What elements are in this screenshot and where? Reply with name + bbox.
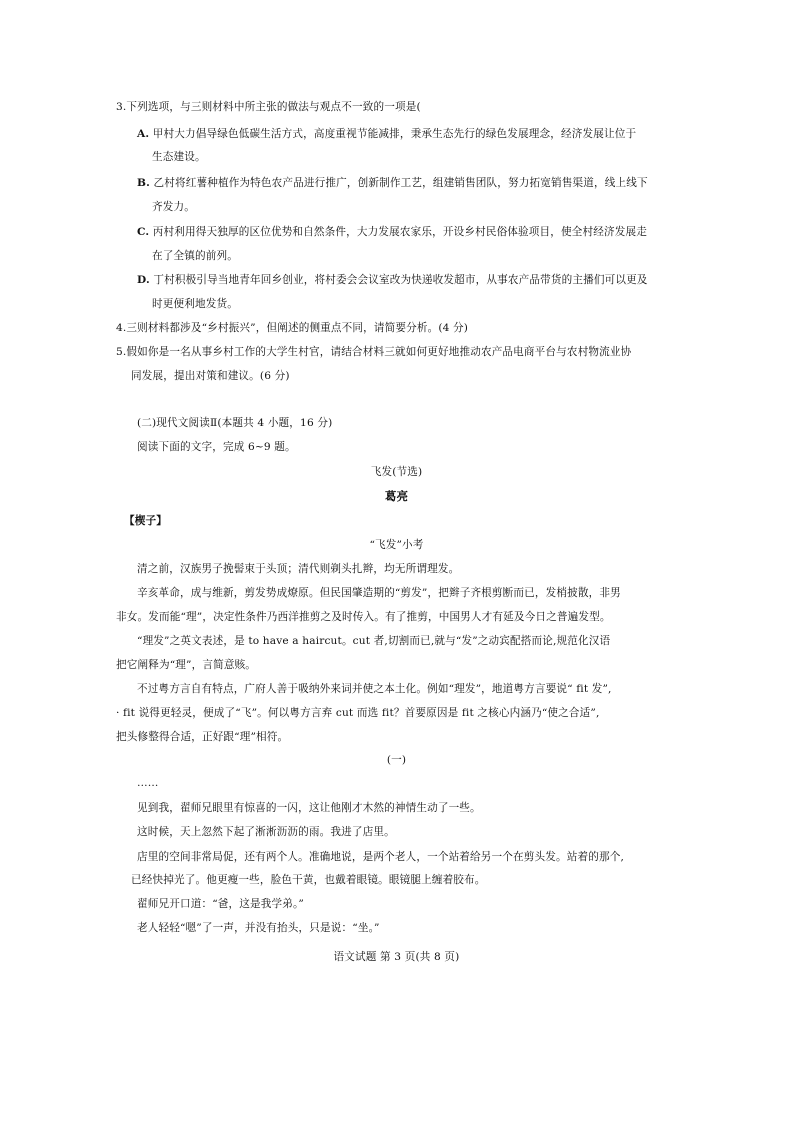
story-line-4: 翟师兄开口道：“爸，这是我学弟。” <box>137 898 304 910</box>
article-author: 葛亮 <box>384 489 409 503</box>
question-3-stem: 3.下列选项，与三则材料中所主张的做法与观点不一致的一项是( <box>116 101 421 113</box>
option-b-line-2: 齐发力。 <box>152 201 195 213</box>
section-header: (二)现代文阅读Ⅱ(本题共 4 小题，16 分) <box>137 417 333 429</box>
story-line-1: 见到我，翟师兄眼里有惊喜的一闪，这让他刚才木然的神情生动了一些。 <box>137 802 481 814</box>
article-title: 飞发(节选) <box>370 466 423 478</box>
wedge-heading: 【楔子】 <box>124 515 167 527</box>
paragraph-4-line-3: 把头修整得合适，正好跟“理”相符。 <box>116 731 289 743</box>
option-b-label: B. <box>137 177 150 189</box>
story-line-3b: 已经快掉光了。他更瘦一些，脸色干黄，也戴着眼镜。眼镜腿上缠着胶布。 <box>131 874 486 886</box>
ellipsis: …… <box>137 777 159 789</box>
option-a-line-1: A. 甲村大力倡导绿色低碳生活方式，高度重视节能减排，秉承生态先行的绿色发展理念，经济发展让位于 <box>137 128 637 140</box>
wedge-subtitle: “飞发”小考 <box>369 539 424 551</box>
option-c-line-1: C. 丙村利用得天独厚的区位优势和自然条件，大力发展农家乐，开设乡村民俗体验项目，使全村经济发展走 <box>137 226 647 238</box>
story-line-5: 老人轻轻“嗯”了一声，并没有抬头，只是说：“坐。” <box>137 922 380 934</box>
option-d-label: D. <box>137 274 150 286</box>
paragraph-4-line-1: 不过粤方言自有特点，广府人善于吸纳外来词并使之本土化。例如“理发”，地道粤方言要说“ fit 发”, <box>137 683 612 695</box>
paragraph-2-line-1: 辛亥革命，成与维新，剪发势成燎原。但民国肇造期的“剪发”，把辫子齐根剪断而已，发梢披散，非男 <box>137 587 621 599</box>
option-a-line-2: 生态建设。 <box>152 151 206 163</box>
story-line-3a: 店里的空间非常局促，还有两个人。准确地说，是两个老人，一个站着给另一个在剪头发。站着的那个, <box>137 851 624 863</box>
option-c-label: C. <box>137 226 150 238</box>
paragraph-2-line-2: 非女。发而能“理”，决定性条件乃西洋推剪之及时传入。有了推剪，中国男人才有延及今日之普遍发型。 <box>116 611 611 623</box>
option-d-line-1: D. 丁村积极引导当地青年回乡创业，将村委会会议室改为快递收发超市，从事农产品带货的主播们可以更及 <box>137 274 648 286</box>
paragraph-1: 清之前，汉族男子挽髻束于头顶；清代则剃头扎辫，均无所谓理发。 <box>137 563 460 575</box>
option-b-line-1: B. 乙村将红薯种植作为特色农产品进行推广，创新制作工艺，组建销售团队，努力拓宽销售渠道，线上线下 <box>137 177 648 189</box>
option-a-label: A. <box>137 128 150 140</box>
option-d-line-2: 时更便利地发货。 <box>152 298 238 310</box>
part-heading: (一) <box>386 754 407 766</box>
option-c-line-2: 在了全镇的前列。 <box>152 250 238 262</box>
question-5-line-1: 5.假如你是一名从事乡村工作的大学生村官，请结合材料三就如何更好地推动农产品电商平台与农村物流业协 <box>116 346 632 358</box>
section-instruction: 阅读下面的文字，完成 6~9 题。 <box>137 441 296 453</box>
paragraph-4-line-2: · fit 说得更轻灵，便成了“飞”。何以粤方言弃 cut 而选 fit？首要原因是 fit 之核心内涵乃“使之合适”, <box>116 707 600 719</box>
paragraph-3-line-2: 把它阐释为“理”，言简意赅。 <box>116 659 257 671</box>
story-line-2: 这时候，天上忽然下起了淅淅沥沥的雨。我进了店里。 <box>137 826 395 838</box>
page-footer: 语文试题 第 3 页(共 8 页) <box>333 951 460 963</box>
question-5-line-2: 同发展，提出对策和建议。(6 分) <box>131 370 290 382</box>
question-4: 4.三则材料都涉及“乡村振兴”，但阐述的侧重点不同，请简要分析。(4 分) <box>116 322 469 334</box>
paragraph-3-line-1: “理发”之英文表述，是 to have a haircut。cut 者,切割而已,就与“发”之动宾配搭而论,规范化汉语 <box>137 635 611 647</box>
